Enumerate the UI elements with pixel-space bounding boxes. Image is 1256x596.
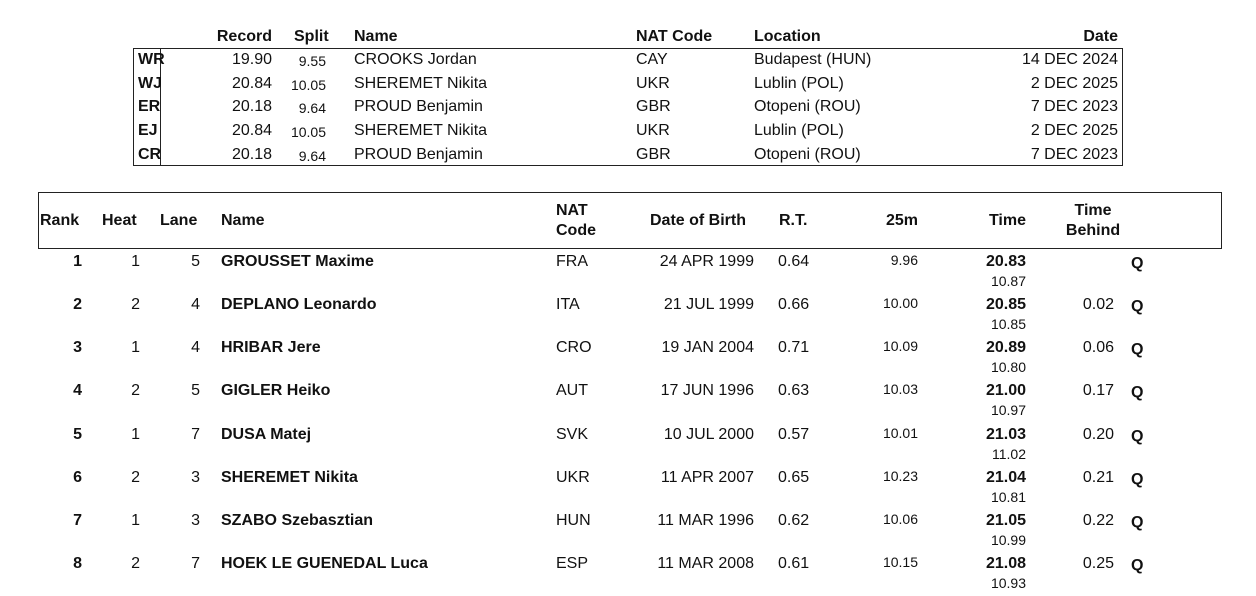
results-header-lane: Lane xyxy=(160,212,198,229)
result-time-behind: 0.17 xyxy=(1082,382,1114,399)
records-table xyxy=(0,0,1256,180)
record-holder-name: SHEREMET Nikita xyxy=(354,75,488,92)
records-header-record: Record xyxy=(216,28,272,45)
result-rank: 1 xyxy=(73,253,82,270)
result-date-of-birth: 19 JAN 2004 xyxy=(661,339,754,356)
record-time: 20.84 xyxy=(231,122,272,139)
result-date-of-birth: 11 APR 2007 xyxy=(660,469,754,486)
records-header-location: Location xyxy=(754,28,821,45)
record-type: CR xyxy=(138,146,162,163)
result-heat: 2 xyxy=(131,469,140,486)
record-date: 14 DEC 2024 xyxy=(1021,51,1118,68)
record-split: 9.55 xyxy=(298,53,326,69)
result-time: 20.89 xyxy=(985,339,1026,356)
result-lane: 4 xyxy=(191,296,200,313)
result-time: 21.00 xyxy=(985,382,1026,399)
result-date-of-birth: 11 MAR 2008 xyxy=(657,555,754,572)
result-split-50m: 11.02 xyxy=(992,446,1026,462)
result-rank: 4 xyxy=(73,382,82,399)
result-qualified-badge: Q xyxy=(1131,384,1144,401)
record-split: 9.64 xyxy=(298,148,326,164)
result-time-behind: 0.22 xyxy=(1082,512,1114,529)
record-location: Budapest (HUN) xyxy=(754,51,872,68)
results-header-behind-line2: Behind xyxy=(1065,222,1121,239)
record-nat: UKR xyxy=(636,75,670,92)
record-location: Otopeni (ROU) xyxy=(754,146,861,163)
results-table xyxy=(0,180,1256,596)
result-nat: FRA xyxy=(556,253,588,270)
result-athlete-name: HOEK LE GUENEDAL Luca xyxy=(221,555,428,572)
result-rank: 3 xyxy=(73,339,82,356)
result-split-25m: 10.03 xyxy=(882,381,918,397)
record-location: Lublin (POL) xyxy=(754,75,844,92)
result-reaction-time: 0.66 xyxy=(778,296,810,313)
result-lane: 7 xyxy=(191,555,200,572)
result-split-25m: 9.96 xyxy=(890,252,918,268)
result-athlete-name: DEPLANO Leonardo xyxy=(221,296,377,313)
result-heat: 2 xyxy=(131,555,140,572)
result-reaction-time: 0.62 xyxy=(778,512,810,529)
result-split-25m: 10.06 xyxy=(882,511,918,527)
record-type: WJ xyxy=(138,75,162,92)
records-header-nat: NAT Code xyxy=(636,28,713,45)
record-holder-name: PROUD Benjamin xyxy=(354,98,483,115)
result-split-50m: 10.97 xyxy=(990,402,1026,418)
result-date-of-birth: 21 JUL 1999 xyxy=(663,296,754,313)
result-nat: UKR xyxy=(556,469,590,486)
result-qualified-badge: Q xyxy=(1131,514,1144,531)
result-time-behind: 0.06 xyxy=(1082,339,1114,356)
result-split-25m: 10.15 xyxy=(882,554,918,570)
result-lane: 7 xyxy=(191,426,200,443)
record-time: 20.18 xyxy=(231,146,272,163)
result-athlete-name: HRIBAR Jere xyxy=(221,339,321,356)
results-header-rt: R.T. xyxy=(779,212,808,229)
result-nat: AUT xyxy=(556,382,588,399)
result-athlete-name: DUSA Matej xyxy=(221,426,312,443)
result-date-of-birth: 24 APR 1999 xyxy=(659,253,754,270)
result-time-behind: 0.25 xyxy=(1082,555,1114,572)
result-lane: 5 xyxy=(191,253,200,270)
results-header-nat-line1: NAT xyxy=(556,202,588,219)
result-split-25m: 10.23 xyxy=(882,468,918,484)
records-header-split: Split xyxy=(294,28,329,45)
result-heat: 1 xyxy=(131,512,140,529)
result-reaction-time: 0.71 xyxy=(778,339,810,356)
result-split-25m: 10.00 xyxy=(882,295,918,311)
result-time: 21.08 xyxy=(985,555,1026,572)
result-qualified-badge: Q xyxy=(1131,557,1144,574)
results-header-border xyxy=(38,192,1222,249)
result-heat: 2 xyxy=(131,382,140,399)
results-header-rank: Rank xyxy=(40,212,80,229)
result-heat: 1 xyxy=(131,253,140,270)
result-athlete-name: GROUSSET Maxime xyxy=(221,253,374,270)
result-heat: 1 xyxy=(131,426,140,443)
result-lane: 3 xyxy=(191,512,200,529)
results-header-nat-line2: Code xyxy=(556,222,596,239)
result-split-50m: 10.87 xyxy=(990,273,1026,289)
result-split-25m: 10.01 xyxy=(882,425,918,441)
result-reaction-time: 0.64 xyxy=(778,253,810,270)
result-split-50m: 10.85 xyxy=(990,316,1026,332)
result-qualified-badge: Q xyxy=(1131,298,1144,315)
record-nat: UKR xyxy=(636,122,670,139)
results-header-dob: Date of Birth xyxy=(650,212,746,229)
result-qualified-badge: Q xyxy=(1131,341,1144,358)
record-time: 19.90 xyxy=(231,51,272,68)
record-type: WR xyxy=(138,51,165,68)
result-rank: 5 xyxy=(73,426,82,443)
results-header-time: Time xyxy=(988,212,1026,229)
results-header-behind-line1: Time xyxy=(1074,202,1112,219)
result-reaction-time: 0.65 xyxy=(778,469,810,486)
result-time: 21.03 xyxy=(985,426,1026,443)
result-nat: HUN xyxy=(556,512,591,529)
result-nat: SVK xyxy=(556,426,589,443)
result-time: 20.83 xyxy=(985,253,1026,270)
result-time-behind: 0.20 xyxy=(1082,426,1114,443)
result-lane: 4 xyxy=(191,339,200,356)
result-nat: ESP xyxy=(556,555,589,572)
result-athlete-name: SHEREMET Nikita xyxy=(221,469,358,486)
results-header-heat: Heat xyxy=(102,212,137,229)
result-rank: 6 xyxy=(73,469,82,486)
record-date: 7 DEC 2023 xyxy=(1030,98,1118,115)
record-split: 10.05 xyxy=(290,77,326,93)
result-date-of-birth: 17 JUN 1996 xyxy=(660,382,754,399)
result-time: 21.05 xyxy=(985,512,1026,529)
record-nat: GBR xyxy=(636,98,671,115)
record-nat: CAY xyxy=(636,51,668,68)
result-time-behind: 0.21 xyxy=(1082,469,1114,486)
record-nat: GBR xyxy=(636,146,671,163)
result-date-of-birth: 10 JUL 2000 xyxy=(663,426,754,443)
result-reaction-time: 0.61 xyxy=(778,555,810,572)
record-date: 2 DEC 2025 xyxy=(1030,122,1118,139)
result-heat: 1 xyxy=(131,339,140,356)
results-header-name: Name xyxy=(221,212,265,229)
results-header-25m: 25m xyxy=(885,212,918,229)
result-qualified-badge: Q xyxy=(1131,428,1144,445)
result-split-25m: 10.09 xyxy=(882,338,918,354)
result-rank: 2 xyxy=(73,296,82,313)
record-holder-name: SHEREMET Nikita xyxy=(354,122,488,139)
record-type: ER xyxy=(138,98,161,115)
record-date: 7 DEC 2023 xyxy=(1030,146,1118,163)
result-reaction-time: 0.63 xyxy=(778,382,810,399)
result-time-behind: 0.02 xyxy=(1082,296,1114,313)
result-split-50m: 10.81 xyxy=(990,489,1026,505)
record-holder-name: PROUD Benjamin xyxy=(354,146,483,163)
record-location: Otopeni (ROU) xyxy=(754,98,861,115)
record-holder-name: CROOKS Jordan xyxy=(354,51,477,68)
result-nat: ITA xyxy=(556,296,580,313)
record-split: 9.64 xyxy=(298,100,326,116)
record-time: 20.18 xyxy=(231,98,272,115)
result-reaction-time: 0.57 xyxy=(778,426,810,443)
record-type: EJ xyxy=(138,122,158,139)
result-rank: 8 xyxy=(73,555,82,572)
result-nat: CRO xyxy=(556,339,592,356)
result-time: 20.85 xyxy=(985,296,1026,313)
result-athlete-name: GIGLER Heiko xyxy=(221,382,331,399)
result-rank: 7 xyxy=(73,512,82,529)
result-qualified-badge: Q xyxy=(1131,255,1144,272)
record-location: Lublin (POL) xyxy=(754,122,844,139)
result-split-50m: 10.93 xyxy=(990,575,1026,591)
result-qualified-badge: Q xyxy=(1131,471,1144,488)
result-time: 21.04 xyxy=(985,469,1026,486)
result-lane: 3 xyxy=(191,469,200,486)
result-split-50m: 10.80 xyxy=(990,359,1026,375)
records-header-name: Name xyxy=(354,28,398,45)
result-split-50m: 10.99 xyxy=(990,532,1026,548)
result-date-of-birth: 11 MAR 1996 xyxy=(657,512,754,529)
records-header-date: Date xyxy=(1083,28,1118,45)
result-athlete-name: SZABO Szebasztian xyxy=(221,512,374,529)
record-date: 2 DEC 2025 xyxy=(1030,75,1118,92)
result-lane: 5 xyxy=(191,382,200,399)
record-time: 20.84 xyxy=(231,75,272,92)
record-split: 10.05 xyxy=(290,124,326,140)
result-heat: 2 xyxy=(131,296,140,313)
